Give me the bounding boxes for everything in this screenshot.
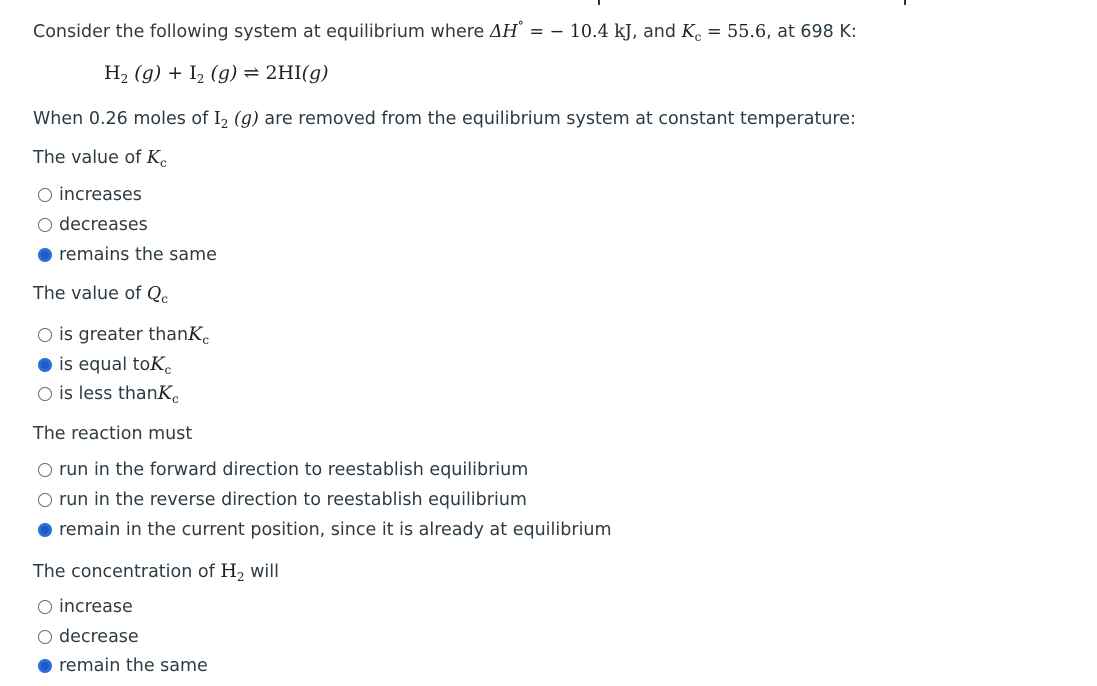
radio-button[interactable] [38, 600, 52, 614]
condition-statement [33, 109, 856, 131]
symbol-sub: c [159, 156, 167, 170]
radio-button[interactable] [38, 188, 52, 202]
option-label: is greater than [59, 325, 189, 345]
removed-species [214, 109, 259, 129]
delta-h-symbol: ΔH [489, 22, 518, 42]
intro-text: Consider the following system at equilibrium where [33, 22, 490, 42]
symbol: K [188, 323, 203, 345]
question-symbol [147, 284, 168, 304]
symbol-sub: 2 [236, 570, 245, 584]
species-i2-sub: 2 [220, 117, 229, 131]
kc-expression [682, 22, 767, 42]
question-symbol [220, 560, 244, 582]
option-label: decreases [59, 215, 148, 235]
radio-button-selected[interactable] [38, 523, 52, 537]
enthalpy-expression [489, 19, 632, 42]
question-suffix: will [244, 562, 279, 582]
reactant-i2-sub: 2 [196, 72, 205, 86]
q2-option-greater[interactable] [38, 323, 209, 347]
condition-text-end: are removed from the equilibrium system at constant temperature: [258, 109, 856, 129]
reactant-h2: H [104, 62, 121, 84]
kc-symbol: K [681, 22, 695, 42]
q3-option-forward[interactable] [38, 460, 528, 480]
question-text: The reaction must [33, 424, 193, 444]
radio-button-selected[interactable] [38, 659, 52, 673]
state-g: (g) [128, 62, 162, 84]
q4-option-decrease[interactable] [38, 627, 139, 647]
state-g: (g) [204, 62, 244, 84]
symbol: H [220, 560, 237, 582]
q3-option-reverse[interactable] [38, 490, 527, 510]
question-reaction-prompt [33, 424, 192, 444]
question-kc-prompt [33, 148, 167, 170]
intro-temperature: , at 698 K: [766, 22, 857, 42]
intro-and: , and [631, 22, 682, 42]
q1-option-decreases[interactable] [38, 215, 148, 235]
q4-option-increase[interactable] [38, 597, 133, 617]
radio-button[interactable] [38, 630, 52, 644]
question-text: The value of [33, 148, 147, 168]
q2-option-less[interactable] [38, 382, 179, 406]
symbol-sub: c [202, 333, 210, 347]
kc-subscript: c [694, 30, 702, 44]
option-label: remain in the current position, since it is already at equilibrium [59, 520, 612, 540]
reaction-equation [104, 62, 329, 86]
plus-sign: + [161, 62, 190, 84]
question-qc-prompt [33, 284, 168, 306]
q1-option-increases[interactable] [38, 185, 142, 205]
radio-button-selected[interactable] [38, 248, 52, 262]
symbol: Q [146, 284, 162, 304]
reactant-i2: I [189, 62, 197, 84]
question-h2-prompt [33, 560, 279, 584]
symbol: K [157, 382, 172, 404]
question-text: The value of [33, 284, 147, 304]
radio-button[interactable] [38, 493, 52, 507]
option-label: increases [59, 185, 142, 205]
top-edge-mark [598, 0, 600, 5]
enthalpy-value: = − 10.4 kJ [523, 22, 632, 42]
standard-state-degree: ° [517, 19, 524, 33]
q3-option-remain[interactable] [38, 520, 612, 540]
option-label: is equal to [59, 355, 151, 375]
symbol-sub: c [164, 363, 172, 377]
radio-button[interactable] [38, 218, 52, 232]
top-edge-mark [904, 0, 906, 5]
product-hi: 2HI [259, 62, 302, 84]
question-symbol [147, 148, 167, 168]
option-label: decrease [59, 627, 139, 647]
q4-option-remain[interactable] [38, 656, 208, 676]
option-label: run in the reverse direction to reestablish equilibrium [59, 490, 527, 510]
intro-statement [33, 19, 857, 44]
q1-option-remains-same[interactable] [38, 245, 217, 265]
state-g: (g) [301, 62, 329, 84]
radio-button[interactable] [38, 463, 52, 477]
option-label: remain the same [59, 656, 208, 676]
symbol-sub: c [171, 392, 179, 406]
equilibrium-arrow-icon: ⇌ [243, 62, 260, 84]
symbol-sub: c [161, 292, 168, 306]
option-label: remains the same [59, 245, 217, 265]
radio-button[interactable] [38, 387, 52, 401]
option-label: increase [59, 597, 133, 617]
condition-text: When 0.26 moles of [33, 109, 214, 129]
species-i2: I [213, 109, 221, 129]
state-g: (g) [228, 109, 259, 129]
radio-button[interactable] [38, 328, 52, 342]
symbol: K [150, 353, 165, 375]
option-label: run in the forward direction to reestablish equilibrium [59, 460, 529, 480]
question-text: The concentration of [33, 562, 221, 582]
kc-value: = 55.6 [701, 22, 767, 42]
reactant-h2-sub: 2 [120, 72, 129, 86]
option-label: is less than [59, 384, 158, 404]
q2-option-equal[interactable] [38, 353, 171, 377]
radio-button-selected[interactable] [38, 358, 52, 372]
symbol: K [146, 148, 160, 168]
